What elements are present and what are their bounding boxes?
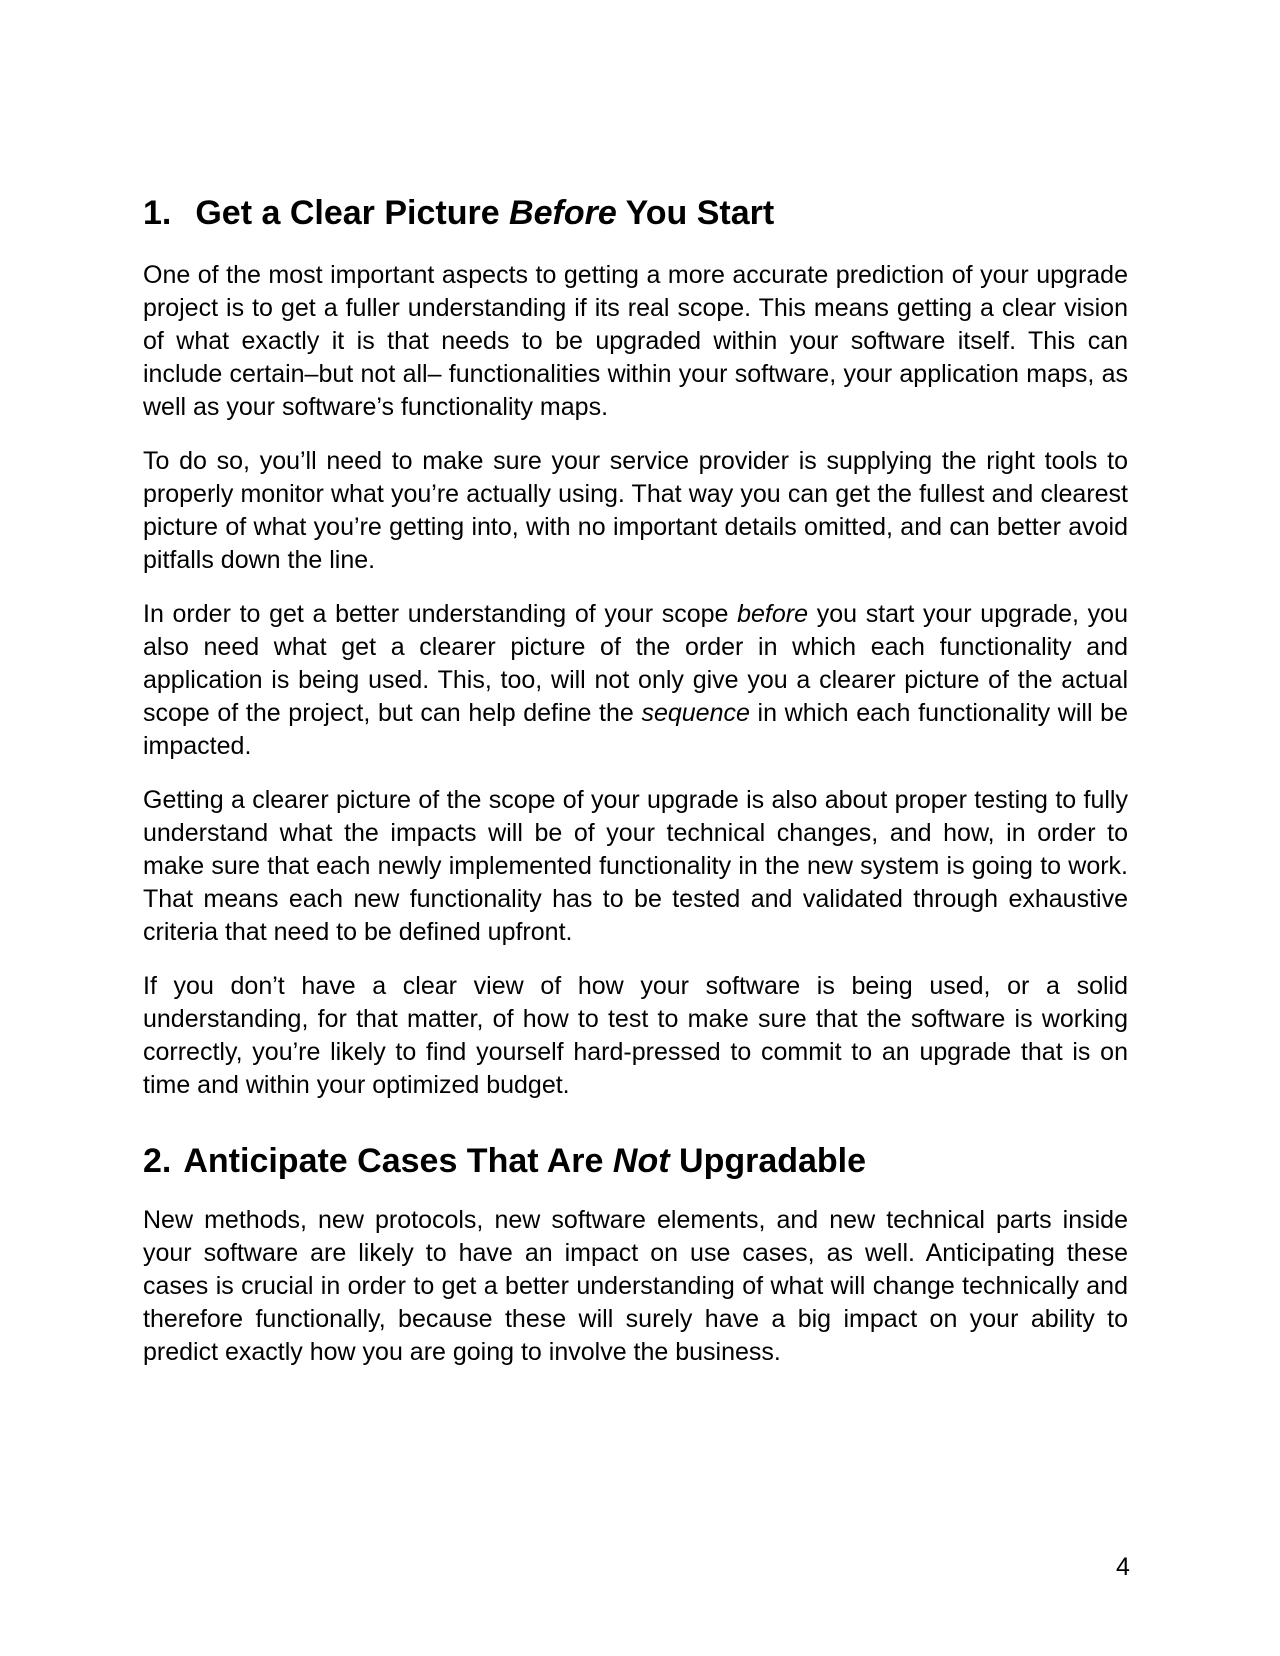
paragraph-4: Getting a clearer picture of the scope of your upgrade is also about proper testing to fully understand what the impacts will be of your technical changes, and how, in order to make sure that each newly implemented functionality in the new system is going to work. That means each new functionality has to be tested and validated through exhaustive criteria that need to be defined upfront. — [143, 786, 1128, 946]
paragraph-5: If you don’t have a clear view of how your software is being used, or a solid understanding, for that matter, of how to test to make sure that the software is working correctly, you’re likely to find yourself hard-pressed to commit to an upgrade that is on time and within your optimized budget. — [143, 972, 1128, 1099]
paragraph-6: New methods, new protocols, new software elements, and new technical parts inside your software are likely to have an impact on use cases, as well. Anticipating these cases is crucial in order to get a better understanding of what will change technically and therefore functionally, because these will surely have a big impact on your ability to predict exactly how you are going to involve the business. — [143, 1206, 1128, 1366]
section-2-heading-text: Anticipate Cases That Are Not Upgradable — [183, 1142, 867, 1180]
paragraph-2: To do so, you’ll need to make sure your service provider is supplying the right tools to properly monitor what you’re actually using. That way you can get the fullest and clearest picture of what you’re getting into, with no important details omitted, and can better avoid pitfalls down the line. — [143, 447, 1128, 574]
section-1-number: 1. — [143, 194, 172, 232]
section-2-heading — [143, 1142, 1128, 1180]
page-number: 4 — [1116, 1553, 1130, 1581]
section-1-heading-text: Get a Clear Picture Before You Start — [195, 194, 775, 232]
paragraph-3: In order to get a better understanding of your scope before you start your upgrade, you also need what get a clearer picture of the order in which each functionality and application is being used. This, too, will not only give you a clearer picture of the actual scope of the project, but can help define the sequence in which each functionality will be impacted. — [143, 600, 1128, 760]
section-1-heading — [143, 194, 1128, 232]
paragraph-1: One of the most important aspects to getting a more accurate prediction of your upgrade project is to get a fuller understanding if its real scope. This means getting a clear vision of what exactly it is that needs to be upgraded within your software itself. This can include certain–but not all– functionalities within your software, your application maps, as well as your software’s functionality maps. — [143, 261, 1128, 421]
section-2-number: 2. — [143, 1142, 172, 1180]
page-content — [143, 194, 1128, 1390]
